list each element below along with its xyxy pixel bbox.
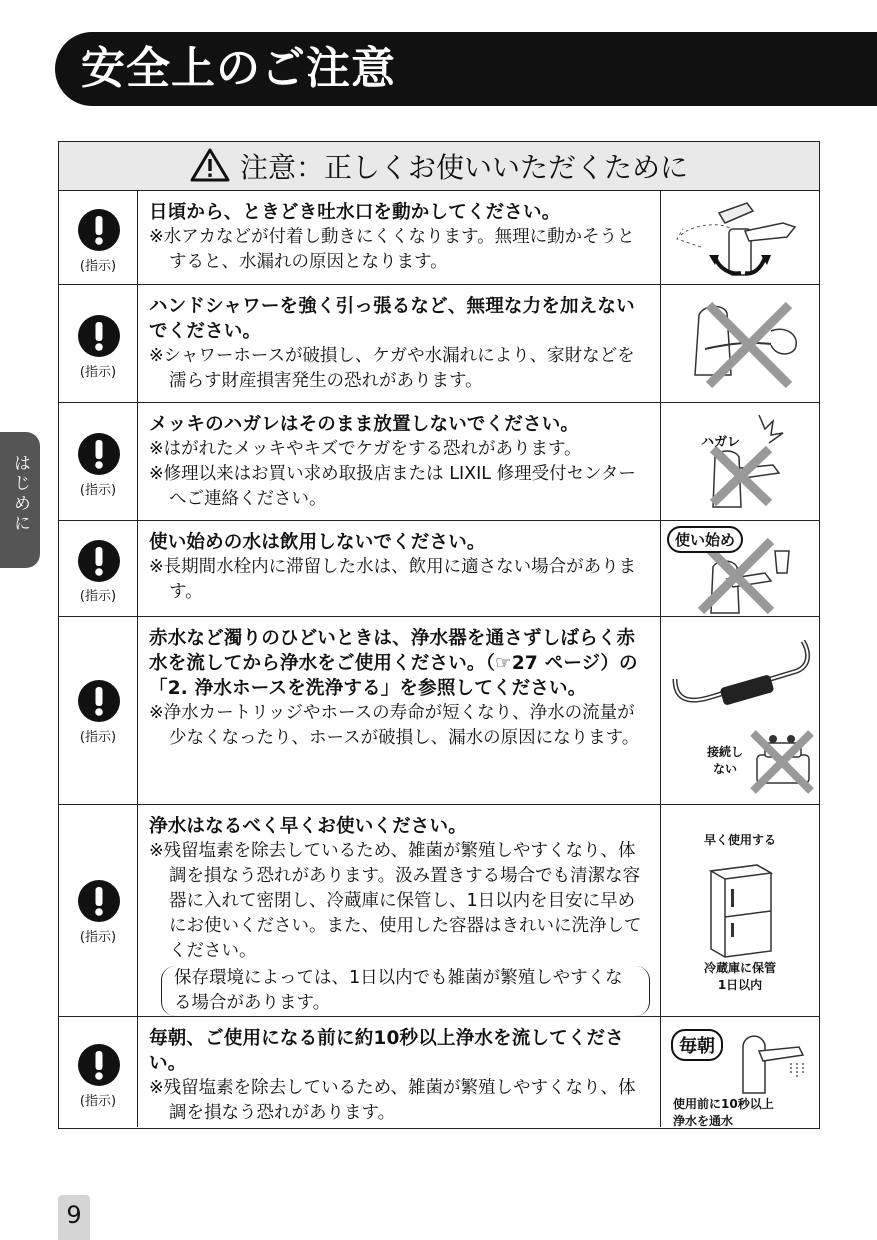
caution-main-text: 毎朝、ご使用になる前に約10秒以上浄水を流してください。	[149, 1028, 624, 1074]
page-title: 安全上のご注意	[81, 43, 396, 94]
caution-main-text: ハンドシャワーを強く引っ張るなど、無理な力を加えないでください。	[149, 296, 635, 342]
mandatory-action-icon	[77, 1043, 121, 1087]
mandatory-action-icon	[77, 208, 121, 252]
plating-peel-illustration	[661, 403, 819, 521]
instruction-label: (指示)	[79, 930, 117, 945]
caution-note: ※長期間水栓内に滞留した水は、飲用に適さない場合があります。	[149, 557, 637, 602]
mandatory-action-icon	[77, 432, 121, 476]
caution-note: ※残留塩素を除去しているため、雑菌が繁殖しやすくなり、体調を損なう恐れがあります。汲み置きする場合でも清潔な容器に入れて密閉し、冷蔵庫に保管し、1日以内を目安に早めにお使いください。また、使用した容器はきれいに洗浄してください。	[149, 841, 642, 961]
illustration-label: 使用前に10秒以上浄水を通水	[673, 1097, 774, 1128]
first-use-badge: 使い始め	[667, 526, 743, 553]
caution-main-text: 浄水はなるべく早くお使いください。	[149, 816, 467, 837]
bracket-note: 保存環境によっては、1日以内でも雑菌が繁殖しやすくなる場合があります。	[161, 966, 650, 1016]
caution-row	[59, 521, 819, 617]
page-number: 9	[66, 1201, 82, 1229]
every-morning-badge: 毎朝	[671, 1029, 723, 1061]
illustration-label: 冷蔵庫に保管 1日以内	[703, 961, 776, 992]
caution-row	[59, 285, 819, 403]
warning-triangle-icon	[190, 148, 230, 182]
mandatory-action-icon	[77, 314, 121, 358]
illustration-label: ハガレ	[701, 435, 741, 450]
caution-row	[59, 191, 819, 285]
illustration-label-top: 早く使用する	[703, 833, 776, 847]
caution-row	[59, 805, 819, 1017]
caution-note: ※はがれたメッキやキズでケガをする恐れがあります。	[149, 439, 582, 459]
caution-table-heading	[59, 142, 819, 191]
caution-main-text: 赤水など濁りのひどいときは、浄水器を通さずしばらく赤水を流してから浄水をご使用ください。（☞27 ページ）の「2. 浄水ホースを洗浄する」を参照してください。	[149, 628, 638, 699]
side-tab-label: はじめに	[10, 454, 30, 534]
mandatory-action-icon	[77, 679, 121, 723]
caution-note: ※修理以来はお買い求め取扱店または LIXIL 修理受付センターへご連絡ください。	[149, 464, 636, 509]
instruction-label: (指示)	[79, 589, 117, 604]
section-side-tab[interactable]	[0, 432, 40, 568]
caution-note: ※残留塩素を除去しているため、雑菌が繁殖しやすくなり、体調を損なう恐れがあります。	[149, 1078, 636, 1123]
caution-main-text: メッキのハガレはそのまま放置しないでください。	[149, 414, 580, 435]
caution-row	[59, 617, 819, 805]
mandatory-action-icon	[77, 879, 121, 923]
instruction-label: (指示)	[79, 483, 117, 498]
illustration-label: 接続しない	[706, 745, 743, 776]
caution-main-text: 日頃から、ときどき吐水口を動かしてください。	[149, 202, 561, 223]
caution-main-text: 使い始めの水は飲用しないでください。	[149, 532, 486, 553]
page-header	[55, 32, 877, 106]
page-number-box	[58, 1195, 90, 1240]
caution-note: ※シャワーホースが破損し、ケガや水漏れにより、家財などを濡らす財産損害発生の恐れがあります。	[149, 346, 635, 391]
caution-row	[59, 1017, 819, 1127]
faucet-rotate-illustration	[661, 191, 819, 285]
instruction-label: (指示)	[79, 365, 117, 380]
instruction-label: (指示)	[79, 1094, 117, 1109]
caution-row	[59, 403, 819, 521]
caution-note: ※水アカなどが付着し動きにくくなります。無理に動かそうとすると、水漏れの原因となります。	[149, 227, 635, 272]
caution-table	[58, 141, 820, 1129]
shower-pull-prohibited-illustration	[661, 285, 819, 403]
caution-note: ※浄水カートリッジやホースの寿命が短くなり、浄水の流量が少なくなったり、ホースが破損し、漏水の原因になります。	[149, 703, 640, 748]
instruction-label: (指示)	[79, 259, 117, 274]
mandatory-action-icon	[77, 539, 121, 583]
instruction-label: (指示)	[79, 730, 117, 745]
caution-heading-text: 注意：正しくお使いいただくために	[239, 151, 688, 184]
